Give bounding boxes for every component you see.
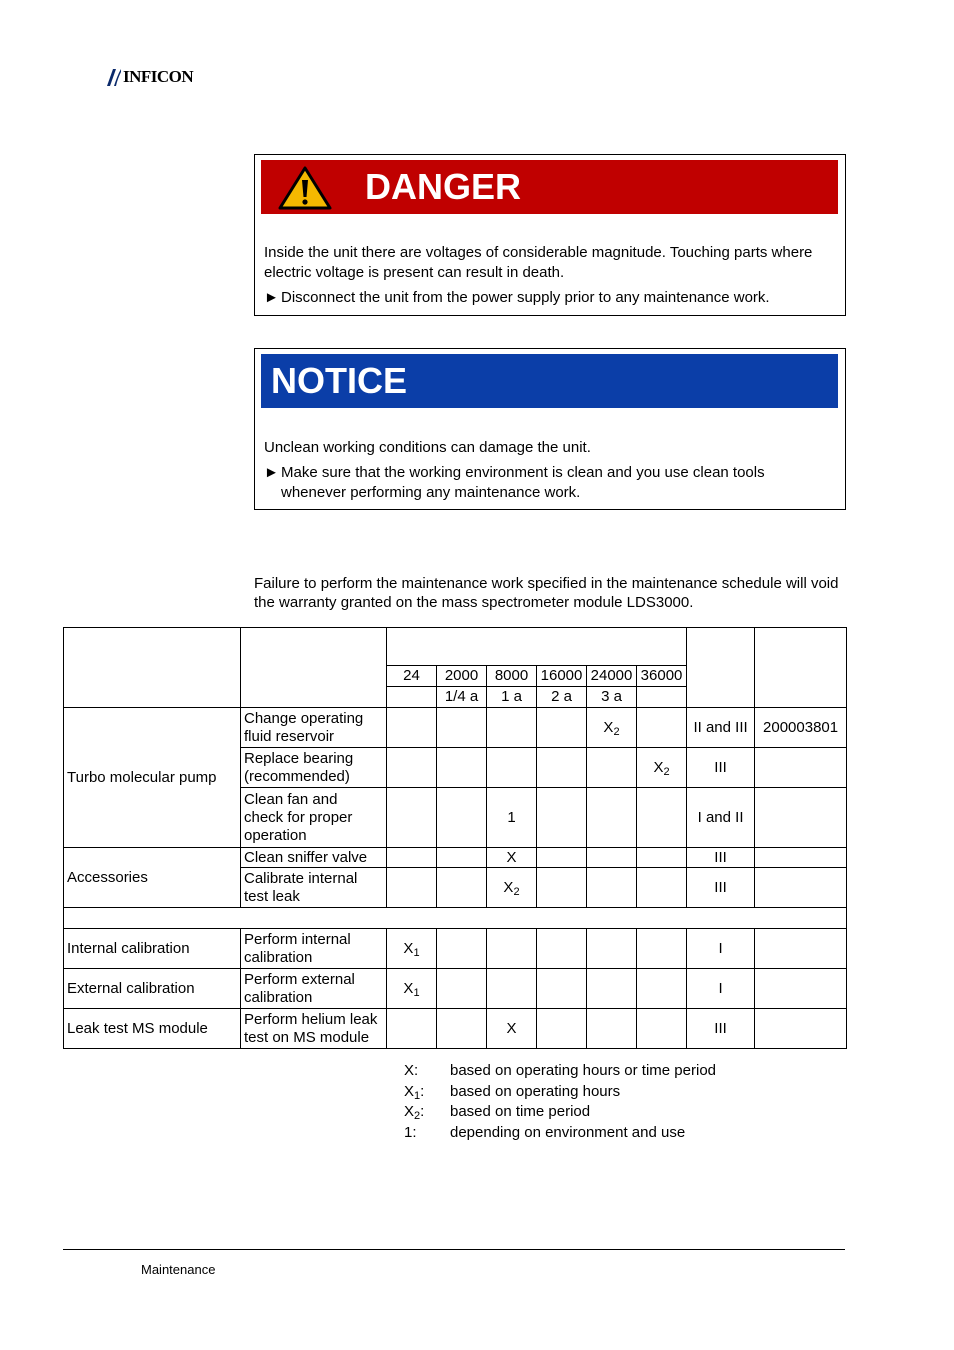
legend-item: $X_1$: based on operating hours: [404, 1082, 621, 1102]
table-row: [64, 1009, 847, 1049]
hours-cell: 36000: [637, 666, 687, 687]
notice-instruction-line1: Make sure that the working environment is clean and you use clean tools: [281, 464, 765, 481]
header-cell-component: [64, 628, 241, 708]
section-divider-row: [64, 908, 847, 929]
header-cell-part: [755, 628, 847, 708]
legend-item: $X_2$: based on time period: [404, 1103, 591, 1122]
logo-text: INFICON: [123, 67, 194, 86]
interval-mark: X: [487, 848, 537, 868]
interval-mark: 1: [487, 788, 537, 848]
task-cell: Change operating fluid reservoir: [241, 708, 387, 748]
danger-banner: [261, 160, 838, 214]
notice-box: [254, 348, 846, 510]
header-cell-level: [687, 628, 755, 708]
component-cell: Leak test MS module: [64, 1009, 241, 1049]
component-cell: Turbo molecular pump: [64, 708, 241, 848]
interval-mark: $X_2$: [637, 748, 687, 788]
notice-instruction: [264, 463, 840, 503]
hours-cell: 24000: [587, 666, 637, 687]
hours-cell: 8000: [487, 666, 537, 687]
inficon-logo: [104, 66, 193, 88]
task-cell: Clean sniffer valve: [241, 848, 387, 868]
danger-instruction: [264, 288, 770, 308]
level-cell: I and II: [687, 788, 755, 848]
header-cell-interval: [387, 628, 687, 666]
task-cell: Perform helium leak test on MS module: [241, 1009, 387, 1049]
interval-mark: $X_2$: [487, 868, 537, 908]
component-cell: Accessories: [64, 848, 241, 908]
danger-box: [254, 154, 846, 316]
table-row: [64, 708, 847, 748]
task-cell: Replace bearing (recommended): [241, 748, 387, 788]
hours-cell: 2000: [437, 666, 487, 687]
table-legend: [404, 1061, 716, 1143]
notice-instruction-line2: whenever performing any maintenance work.: [281, 484, 581, 501]
interval-mark: $X_1$: [387, 929, 437, 969]
period-cell: 1/4 a: [437, 687, 487, 708]
period-cell: 1 a: [487, 687, 537, 708]
hours-cell: 16000: [537, 666, 587, 687]
period-cell: 3 a: [587, 687, 637, 708]
task-cell: Perform external calibration: [241, 969, 387, 1009]
footer-divider: [63, 1249, 845, 1250]
danger-instruction-text: Disconnect the unit from the power supply prior to any maintenance work.: [281, 289, 770, 306]
notice-text: Unclean working conditions can damage the unit.: [264, 439, 591, 456]
legend-item: X: based on operating hours or time period: [404, 1062, 717, 1079]
level-cell: III: [687, 748, 755, 788]
interval-mark: $X_2$: [587, 708, 637, 748]
maintenance-schedule-table: [63, 627, 847, 1049]
header-cell-task: [241, 628, 387, 708]
level-cell: III: [687, 1009, 755, 1049]
danger-text: Inside the unit there are voltages of considerable magnitude. Touching parts where electric voltage is present can result in death.: [264, 244, 813, 281]
table-row: [64, 969, 847, 1009]
table-row: [64, 848, 847, 868]
notice-banner: [261, 354, 838, 408]
hours-cell: 24: [387, 666, 437, 687]
part-number-cell: 200003801: [755, 708, 847, 748]
task-cell: Clean fan and check for proper operation: [241, 788, 387, 848]
table-header-row: [64, 628, 847, 666]
level-cell: III: [687, 868, 755, 908]
task-cell: Calibrate internal test leak: [241, 868, 387, 908]
task-cell: Perform internal calibration: [241, 929, 387, 969]
interval-mark: $X_1$: [387, 969, 437, 1009]
component-cell: External calibration: [64, 969, 241, 1009]
inficon-logo-icon: [104, 66, 122, 88]
component-cell: Internal calibration: [64, 929, 241, 969]
notice-label: NOTICE: [271, 360, 408, 401]
warning-triangle-icon: [277, 165, 333, 211]
period-cell: [637, 687, 687, 708]
level-cell: I: [687, 929, 755, 969]
warranty-paragraph: Failure to perform the maintenance work specified in the maintenance schedule will void the warranty granted on the mass spectrometer module LDS3000.: [254, 575, 839, 611]
interval-mark: X: [487, 1009, 537, 1049]
table-row: [64, 929, 847, 969]
period-cell: 2 a: [537, 687, 587, 708]
legend-item: 1: depending on environment and use: [404, 1123, 686, 1141]
level-cell: I: [687, 969, 755, 1009]
arrow-icon: ►: [264, 289, 279, 306]
footer-section-title: Maintenance: [141, 1262, 216, 1277]
level-cell: III: [687, 848, 755, 868]
period-cell: [387, 687, 437, 708]
danger-label: DANGER: [365, 166, 522, 207]
arrow-icon: ►: [264, 464, 279, 481]
level-cell: II and III: [687, 708, 755, 748]
